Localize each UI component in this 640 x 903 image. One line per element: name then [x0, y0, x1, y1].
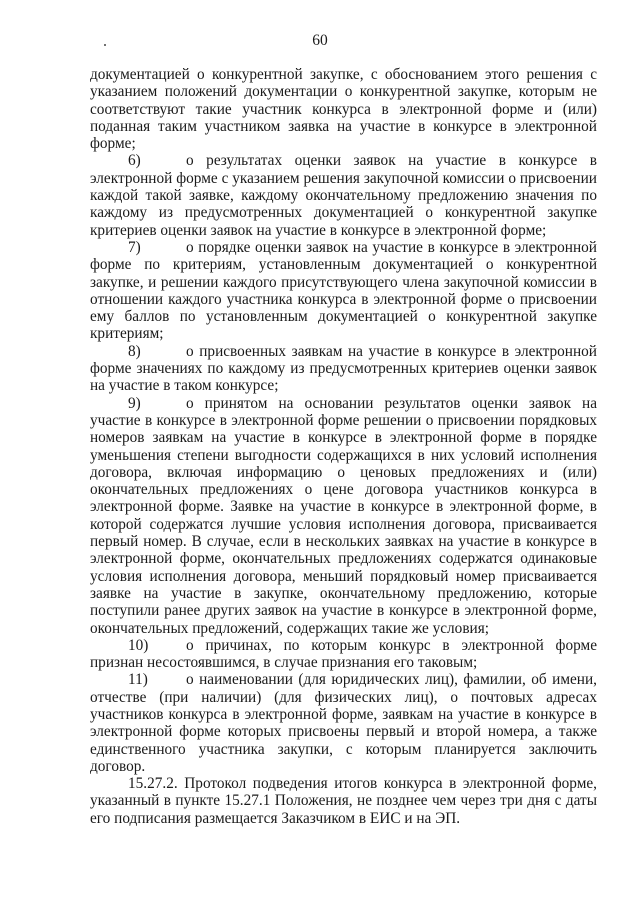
list-item-text: о присвоенных заявкам на участие в конкурсе в электронной форме значениях по каждому из предусмотренных критериев оценки заявок на участие в таком конкурсе;: [90, 342, 597, 395]
scan-speck: [104, 44, 106, 46]
paragraph-continuation: документацией о конкурентной закупке, с обоснованием этого решения с указанием положений документации о конкурентной закупке, которым не соответствуют такие участник конкурса в электронной форме и (или) поданная таким участником заявка на участие в конкурсе в электронной форме;: [90, 66, 597, 153]
document-body: [90, 66, 597, 827]
list-item-text: о наименовании (для юридических лиц), фамилии, об имени, отчестве (при наличии) (для физических лиц), о почтовых адресах участников конкурса в электронной форме, заявкам на участие в конкурсе в электронной форме которых присвоены первый и второй номера, а также единственного участника закупки, с которым планируется заключить договор.: [90, 671, 597, 775]
list-item-6: [90, 152, 597, 238]
list-item-number: 8): [128, 342, 141, 360]
list-item-8: [90, 343, 597, 395]
list-item-number: 6): [128, 152, 141, 170]
list-item-number: 10): [128, 636, 149, 654]
list-item-7: [90, 239, 597, 343]
list-item-number: 7): [128, 238, 141, 256]
list-item-number: 9): [128, 394, 141, 412]
list-item-text: о результатах оценки заявок на участие в конкурсе в электронной форме с указанием решения закупочной комиссии о присвоении каждой такой заявке, каждому окончательному предложению значения по каждому из предусмотренных документацией о конкурентной закупке критериев оценки заявок на участие в конкурсе в электронной форме;: [90, 152, 597, 239]
list-item-11: [90, 671, 597, 775]
list-item-text: о порядке оценки заявок на участие в конкурсе в электронной форме по критериям, установленным документацией о конкурентной закупке, и решении каждого присутствующего члена закупочной комиссии в отношении каждого участника конкурса в электронной форме о присвоении ему баллов по установленным документацией о конкурентной закупке критериям;: [90, 238, 597, 343]
list-item-text: о причинах, по которым конкурс в электронной форме признан несостоявшимся, в случае признания его таковым;: [90, 636, 597, 672]
paragraph-15-27-2: 15.27.2. Протокол подведения итогов конкурса в электронной форме, указанный в пункте 15.27.1 Положения, не позднее чем через три дня с даты его подписания размещается Заказчиком в ЕИС и на ЭП.: [90, 775, 597, 827]
list-item-number: 11): [128, 671, 148, 689]
list-item-10: [90, 637, 597, 672]
list-item-text: о принятом на основании результатов оценки заявок на участие в конкурсе в электронной форме решении о присвоении порядковых номеров заявкам на участие в конкурсе в электронной форме в порядке уменьшения степени выгодности содержащихся в них условий исполнения договора, включая информацию о ценовых предложениях и (или) окончательных предложениях о цене договора участников конкурса в электронной форме. Заявке на участие в конкурсе в электронной форме, в которой содержатся лучшие условия исполнения договора, присваивается первый номер. В случае, если в нескольких заявках на участие в конкурсе в электронной форме, окончательных предложениях содержатся одинаковые условия исполнения договора, меньший порядковый номер присваивается заявке на участие в закупке, окончательному предложению, которые поступили ранее других заявок на участие в конкурсе в электронной форме, окончательных предложений, содержащих такие же условия;: [90, 394, 597, 637]
list-item-9: [90, 395, 597, 637]
page-number: 60: [312, 32, 328, 49]
